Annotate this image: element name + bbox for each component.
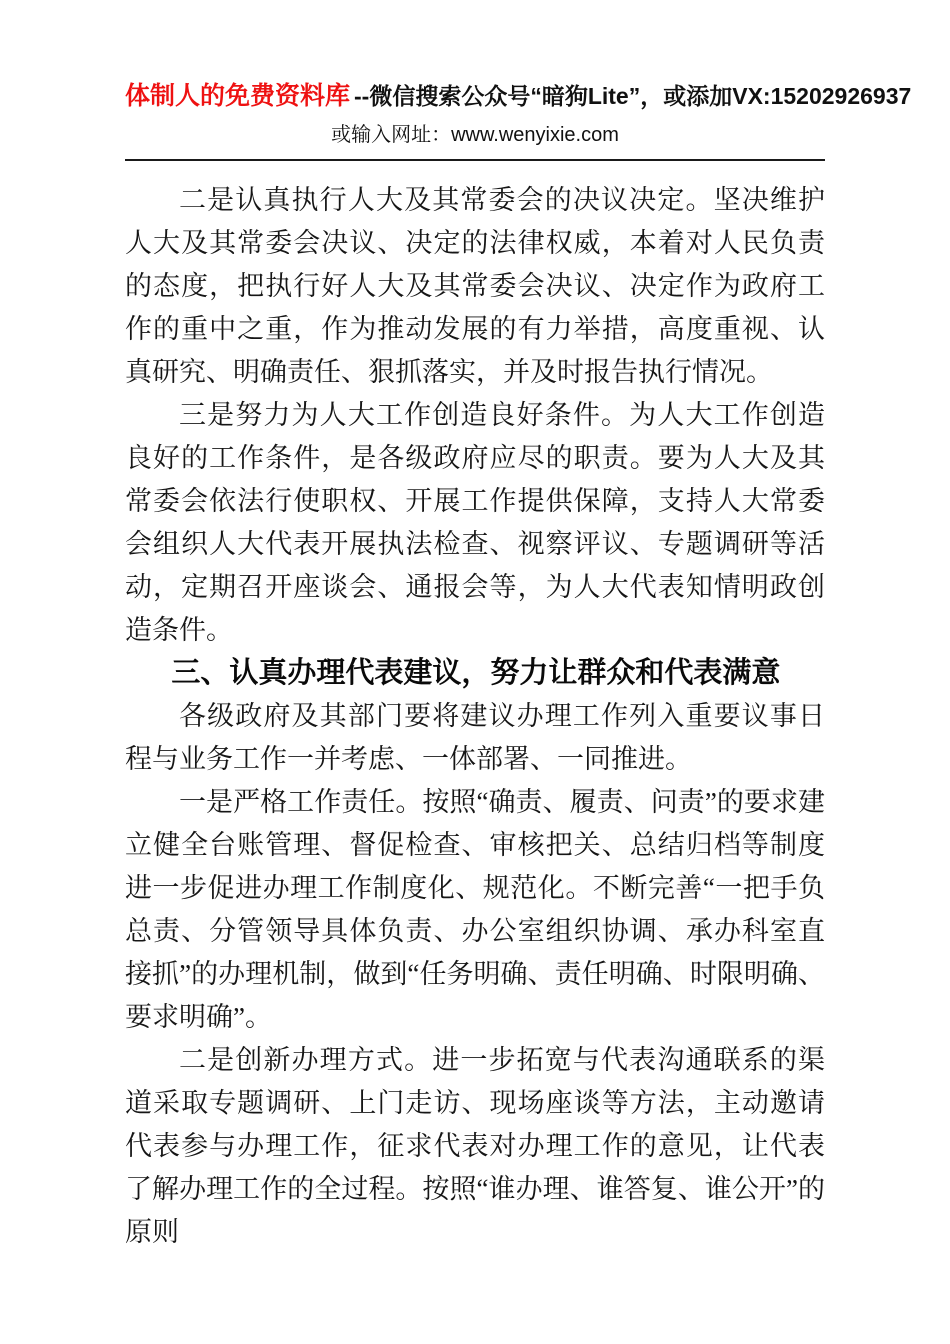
paragraph: 一是严格工作责任。按照“确责、履责、问责”的要求建立健全台账管理、督促检查、审核把关、总结归档等制度进一步促进办理工作制度化、规范化。不断完善“一把手负总责、分管领导具体负责、办公室组织协调、承办科室直接抓”的办理机制，做到“任务明确、责任明确、时限明确、要求明确”。	[125, 787, 825, 1032]
section-heading: 三、认真办理代表建议，努力让群众和代表满意	[171, 657, 781, 689]
promo-tagline: --微信搜索公众号“暗狗Lite”，或添加VX:15202926937	[354, 83, 912, 109]
promo-header-line1	[125, 80, 912, 112]
paragraph: 各级政府及其部门要将建议办理工作列入重要议事日程与业务工作一并考虑、一体部署、一同推进。	[125, 701, 825, 774]
promo-header	[125, 0, 912, 149]
brand-name: 体制人的免费资料库	[125, 82, 351, 110]
paragraph: 二是认真执行人大及其常委会的决议决定。坚决维护人大及其常委会决议、决定的法律权威，本着对人民负责的态度，把执行好人大及其常委会决议、决定作为政府工作的重中之重，作为推动发展的有力举措，高度重视、认真研究、明确责任、狠抓落实，并及时报告执行情况。	[125, 185, 825, 387]
paragraph: 二是创新办理方式。进一步拓宽与代表沟通联系的渠道采取专题调研、上门走访、现场座谈等方法，主动邀请代表参与办理工作，征求代表对办理工作的意见，让代表了解办理工作的全过程。按照“谁办理、谁答复、谁公开”的原则	[125, 1045, 825, 1247]
document-body	[125, 179, 825, 1254]
paragraph: 三是努力为人大工作创造良好条件。为人大工作创造良好的工作条件，是各级政府应尽的职责。要为人大及其常委会依法行使职权、开展工作提供保障，支持人大常委会组织人大代表开展执法检查、视察评议、专题调研等活动，定期召开座谈会、通报会等，为人大代表知情明政创造条件。	[125, 400, 825, 645]
website-line: 或输入网址：www.wenyixie.com	[331, 124, 619, 146]
header-divider	[125, 159, 825, 161]
